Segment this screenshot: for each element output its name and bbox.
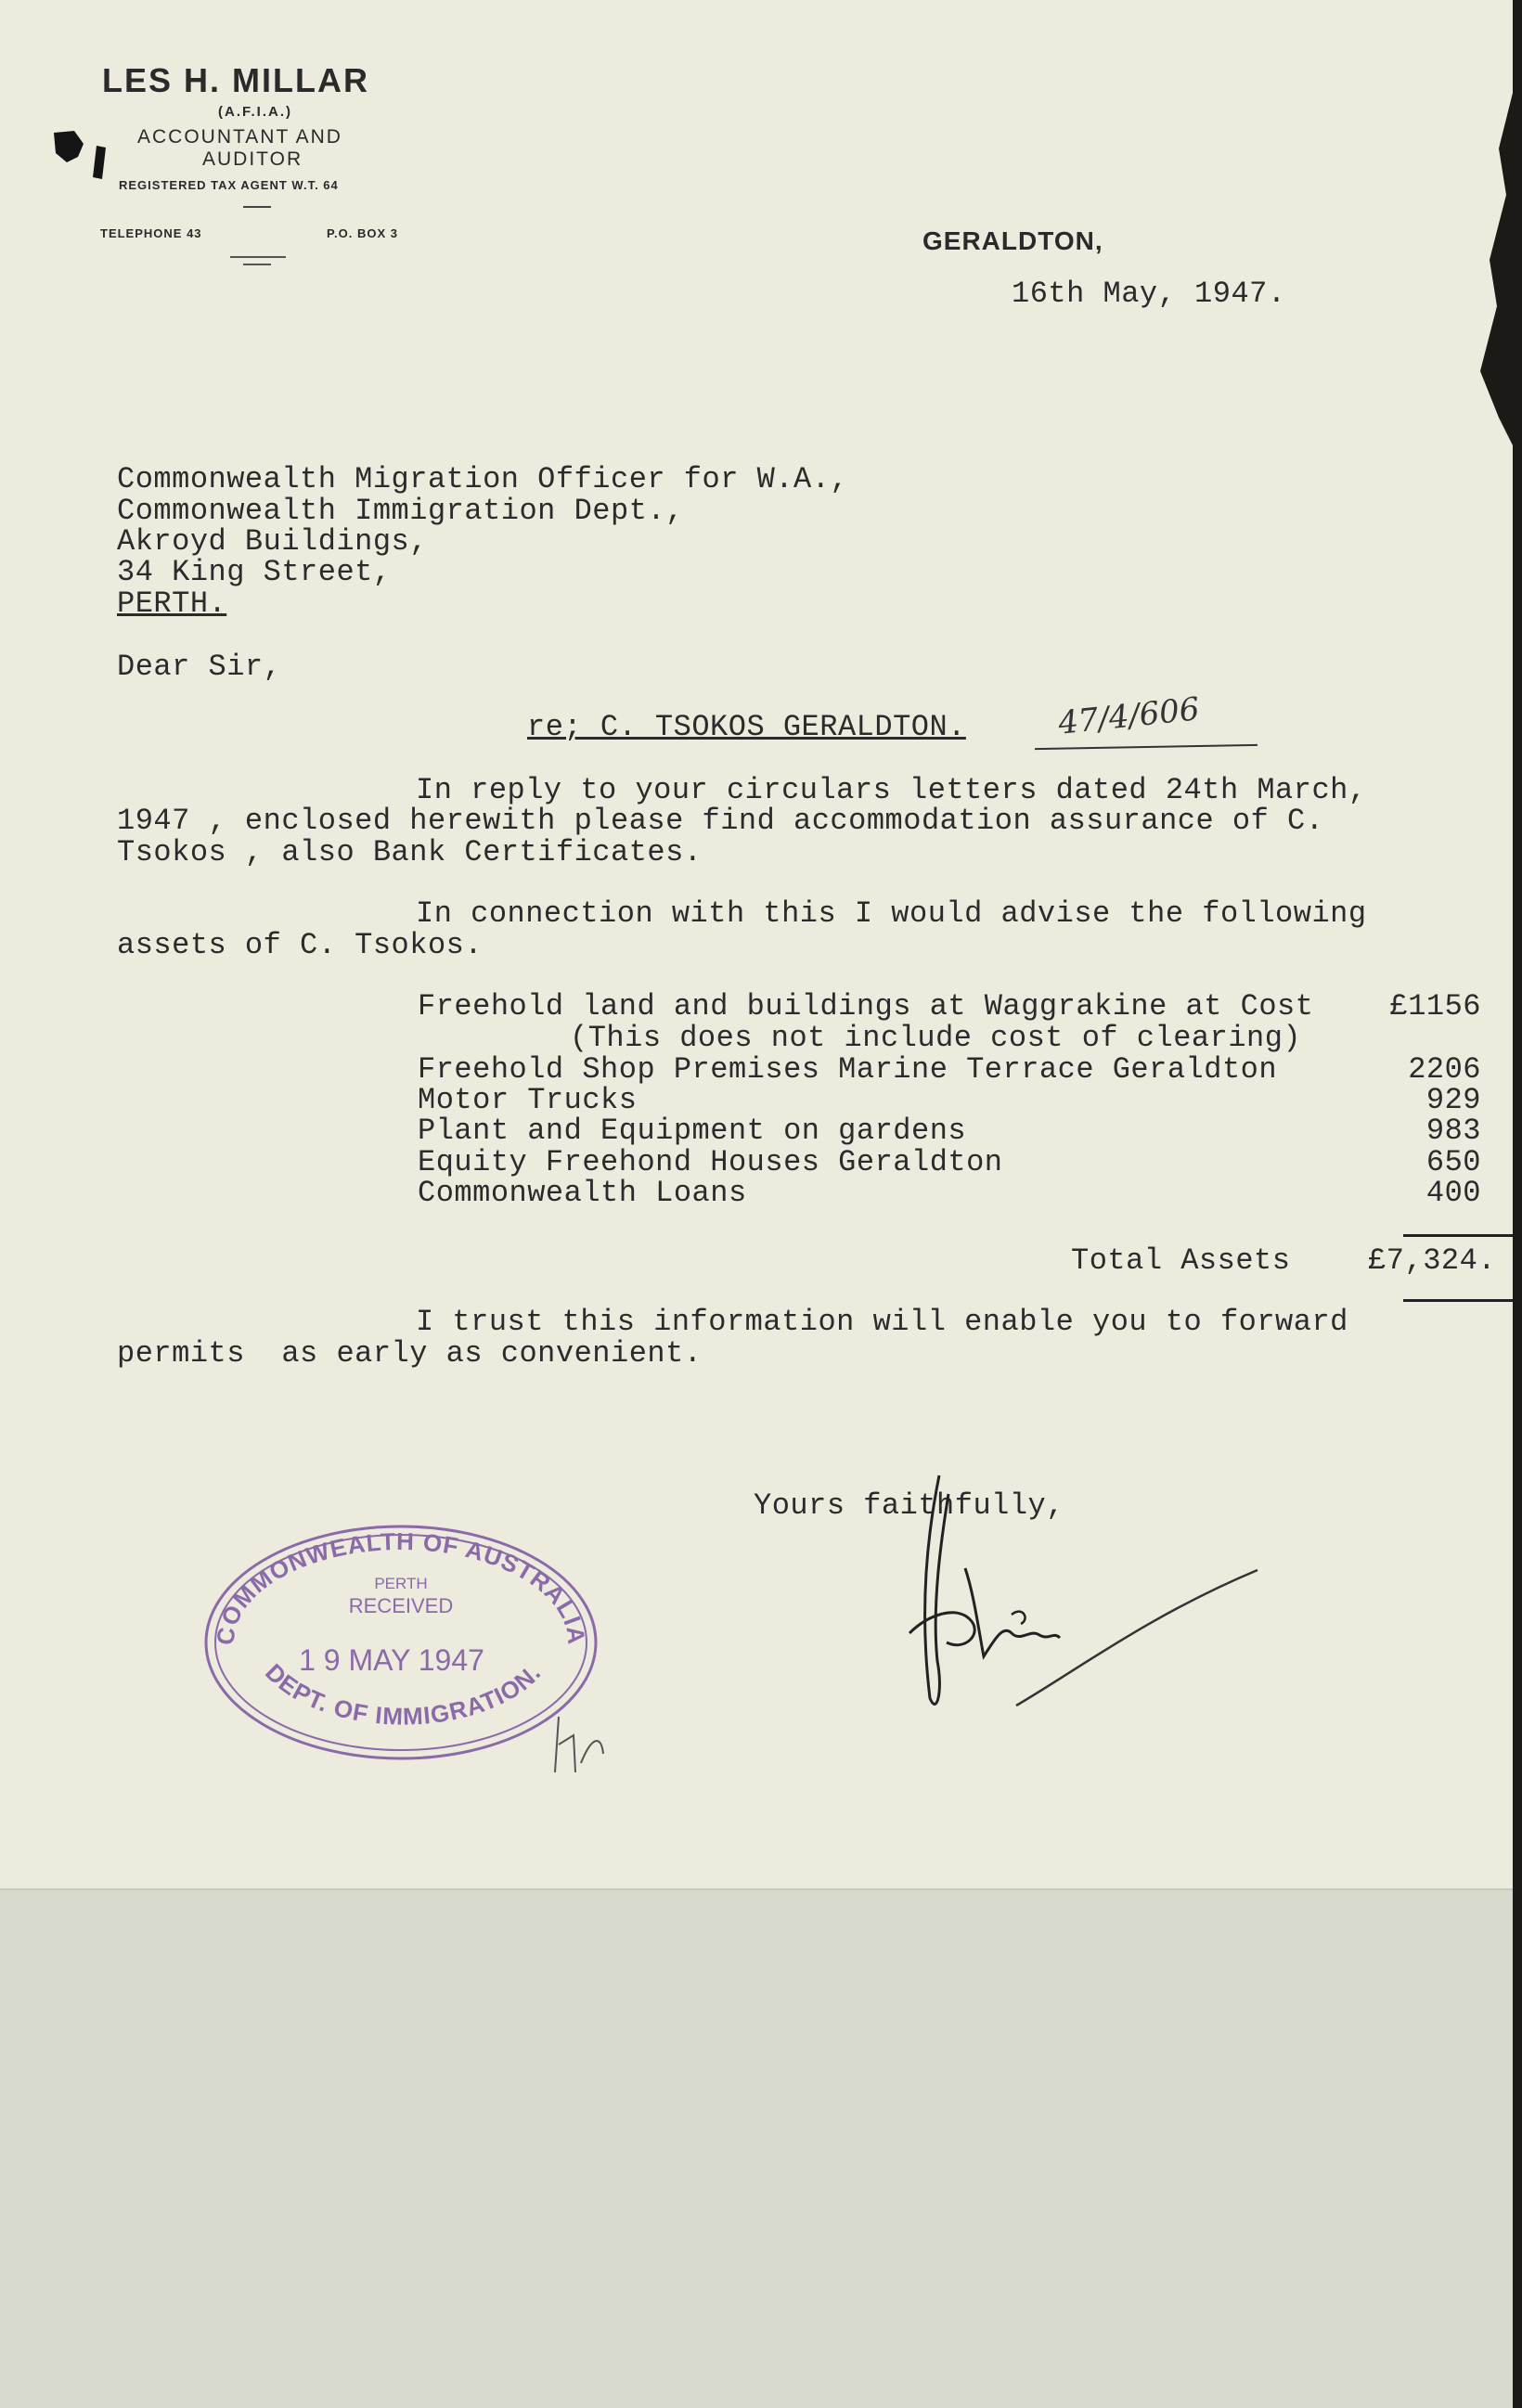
address-line-3: Akroyd Buildings,	[117, 524, 428, 559]
asset-item: Equity Freehond Houses Geraldton	[418, 1145, 1003, 1179]
para2-line-2: assets of C. Tsokos.	[117, 928, 484, 962]
stamp-bottom-text: DEPT. OF IMMIGRATION.	[260, 1657, 547, 1731]
letterhead-role-line2: AUDITOR	[202, 148, 303, 170]
punch-hole-mark	[46, 125, 111, 190]
para3-line-2: permits as early as convenient.	[117, 1336, 703, 1371]
handwritten-initials	[546, 1707, 620, 1782]
letterhead-role-line1: ACCOUNTANT AND	[137, 126, 342, 148]
closing: Yours faithfully,	[754, 1488, 1064, 1523]
letter-date: 16th May, 1947.	[1012, 277, 1286, 311]
address-line-2: Commonwealth Immigration Dept.,	[117, 494, 684, 528]
para1-line-1: In reply to your circulars letters dated 24th March,	[416, 773, 1367, 807]
letterhead-tax-agent: REGISTERED TAX AGENT W.T. 64	[119, 178, 339, 192]
asset-amount: 2206	[1408, 1052, 1481, 1087]
lower-page	[0, 1888, 1513, 2408]
file-number-handwritten: 47/4/606	[1056, 690, 1202, 742]
signature	[882, 1457, 1271, 1726]
total-rule-top	[1403, 1234, 1513, 1237]
para3-line-1: I trust this information will enable you to forward	[416, 1305, 1348, 1339]
total-amount: £7,324.	[1368, 1243, 1496, 1278]
received-stamp	[197, 1513, 605, 1772]
asset-item-note: (This does not include cost of clearing)	[570, 1021, 1302, 1055]
address-line-5: PERTH.	[117, 586, 227, 621]
asset-item: Plant and Equipment on gardens	[418, 1114, 967, 1148]
letterhead-ornament	[230, 256, 286, 258]
asset-amount: £1156	[1389, 989, 1481, 1024]
file-number-underline	[1035, 744, 1258, 750]
letterhead-town: GERALDTON,	[922, 226, 1103, 255]
para2-line-1: In connection with this I would advise the following	[416, 896, 1367, 931]
total-rule-bottom	[1403, 1299, 1513, 1302]
salutation: Dear Sir,	[117, 650, 282, 684]
letterhead-name: LES H. MILLAR	[102, 61, 369, 99]
letterhead-po-box: P.O. BOX 3	[327, 226, 398, 240]
address-line-1: Commonwealth Migration Officer for W.A.,	[117, 462, 849, 496]
torn-edge	[1443, 93, 1513, 445]
stamp-status: RECEIVED	[348, 1594, 454, 1617]
asset-item: Freehold land and buildings at Waggrakine at Cost	[418, 989, 1314, 1024]
reference-line: re; C. TSOKOS GERALDTON.	[527, 710, 966, 744]
asset-amount: 650	[1425, 1145, 1481, 1179]
stamp-city: PERTH	[374, 1575, 428, 1592]
asset-item: Commonwealth Loans	[418, 1176, 747, 1210]
para1-line-3: Tsokos , also Bank Certificates.	[117, 835, 703, 869]
letterhead-divider	[243, 206, 271, 208]
asset-item: Motor Trucks	[418, 1083, 638, 1117]
address-line-4: 34 King Street,	[117, 555, 392, 589]
letterhead-ornament-small	[243, 264, 271, 265]
para1-line-2: 1947 , enclosed herewith please find accommodation assurance of C.	[117, 804, 1324, 838]
letterhead-qualification: (A.F.I.A.)	[218, 104, 292, 120]
stamp-top-text: COMMONWEALTH OF AUSTRALIA	[211, 1526, 591, 1647]
asset-amount: 400	[1425, 1176, 1481, 1210]
stamp-date: 1 9 MAY 1947	[299, 1643, 484, 1677]
asset-amount: 929	[1425, 1083, 1481, 1117]
letterhead-telephone: TELEPHONE 43	[100, 226, 202, 240]
asset-amount: 983	[1425, 1114, 1481, 1148]
total-label: Total Assets	[1071, 1243, 1291, 1278]
asset-item: Freehold Shop Premises Marine Terrace Geraldton	[418, 1052, 1278, 1087]
